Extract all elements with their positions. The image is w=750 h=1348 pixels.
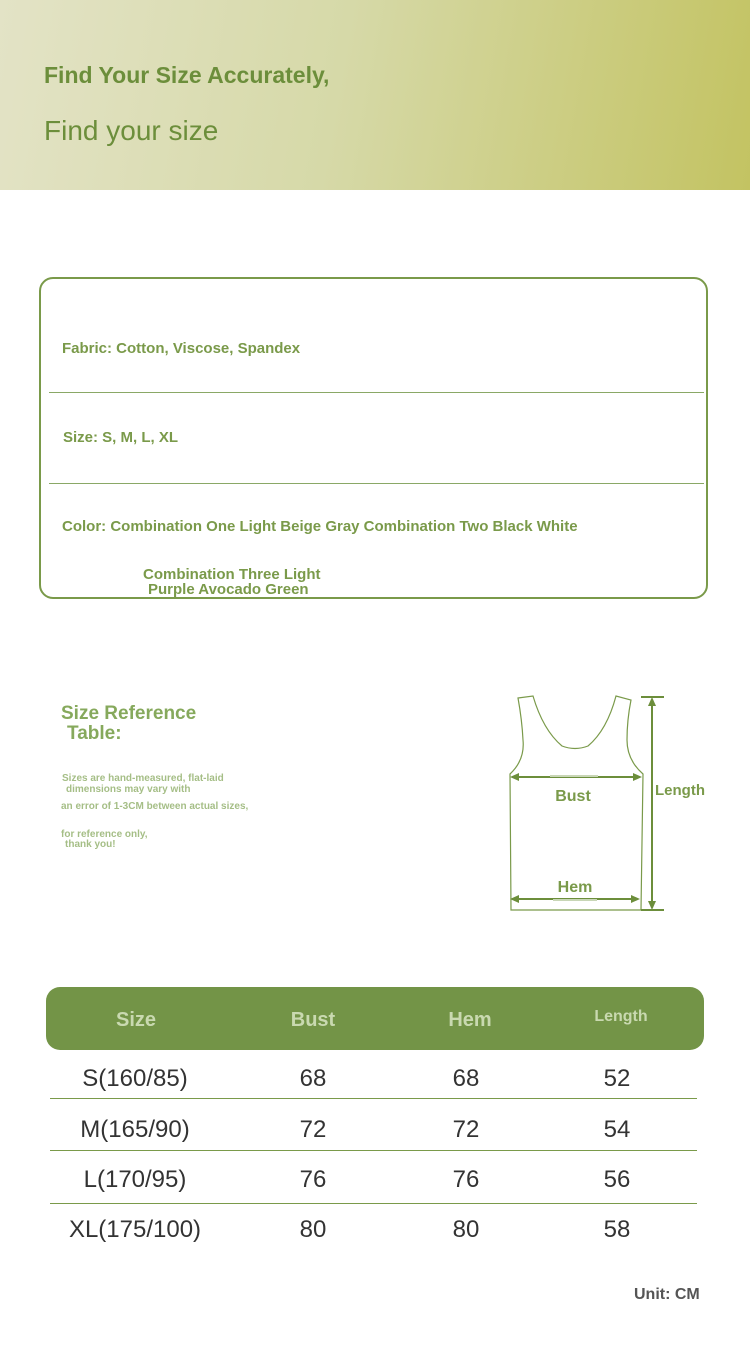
- cell-bust: 76: [299, 1166, 327, 1193]
- header-banner: [0, 0, 750, 190]
- color-info-continued: Purple Avocado Green: [148, 581, 309, 598]
- size-reference-title-line: Table:: [67, 723, 122, 744]
- measurement-note: Sizes are hand-measured, flat-laid: [62, 773, 224, 784]
- bust-label: Bust: [555, 788, 591, 805]
- cell-size: L(170/95): [83, 1166, 187, 1193]
- tank-top-measurement-diagram: [500, 690, 720, 920]
- measurement-note: an error of 1-3CM between actual sizes,: [61, 801, 249, 812]
- cell-size: XL(175/100): [68, 1216, 202, 1243]
- column-header-size: Size: [115, 1009, 157, 1031]
- size-table-header: [46, 987, 704, 1050]
- cell-bust: 68: [299, 1065, 327, 1092]
- column-header-hem: Hem: [448, 1009, 492, 1031]
- column-header-bust: Bust: [290, 1009, 336, 1031]
- hem-label: Hem: [557, 879, 593, 896]
- page-subtitle: Find your size: [44, 115, 219, 146]
- measurement-note: thank you!: [65, 839, 116, 850]
- length-label: Length: [655, 782, 705, 799]
- size-reference-title: [61, 704, 196, 744]
- cell-bust: 72: [299, 1116, 327, 1143]
- unit-label: Unit: CM: [634, 1286, 700, 1303]
- size-info: Size: S, M, L, XL: [63, 429, 179, 446]
- size-reference-title-line: Size Reference: [61, 703, 197, 724]
- cell-length: 52: [603, 1065, 631, 1092]
- cell-length: 56: [603, 1166, 631, 1193]
- product-info-box: [39, 277, 708, 599]
- color-info: Color: Combination One Light Beige Gray Combination Two Black White: [62, 518, 578, 535]
- cell-hem: 76: [452, 1166, 480, 1193]
- page-title: Find Your Size Accurately,: [44, 62, 330, 88]
- cell-hem: 72: [452, 1116, 480, 1143]
- cell-hem: 80: [452, 1216, 480, 1243]
- column-header-length: Length: [594, 1008, 648, 1025]
- row-divider: [50, 1150, 697, 1151]
- info-divider: [49, 483, 704, 484]
- cell-length: 58: [603, 1216, 631, 1243]
- length-arrow-icon: [641, 697, 664, 910]
- measurement-note: dimensions may vary with: [66, 784, 191, 795]
- cell-bust: 80: [299, 1216, 327, 1243]
- row-divider: [50, 1098, 697, 1099]
- cell-length: 54: [603, 1116, 631, 1143]
- fabric-info: Fabric: Cotton, Viscose, Spandex: [62, 340, 301, 357]
- measurement-note: for reference only,: [61, 829, 148, 840]
- color-info-continued: Combination Three Light: [143, 566, 321, 583]
- cell-size: S(160/85): [82, 1065, 188, 1092]
- cell-size: M(165/90): [80, 1116, 190, 1143]
- row-divider: [50, 1203, 697, 1204]
- cell-hem: 68: [452, 1065, 480, 1092]
- info-divider: [49, 392, 704, 393]
